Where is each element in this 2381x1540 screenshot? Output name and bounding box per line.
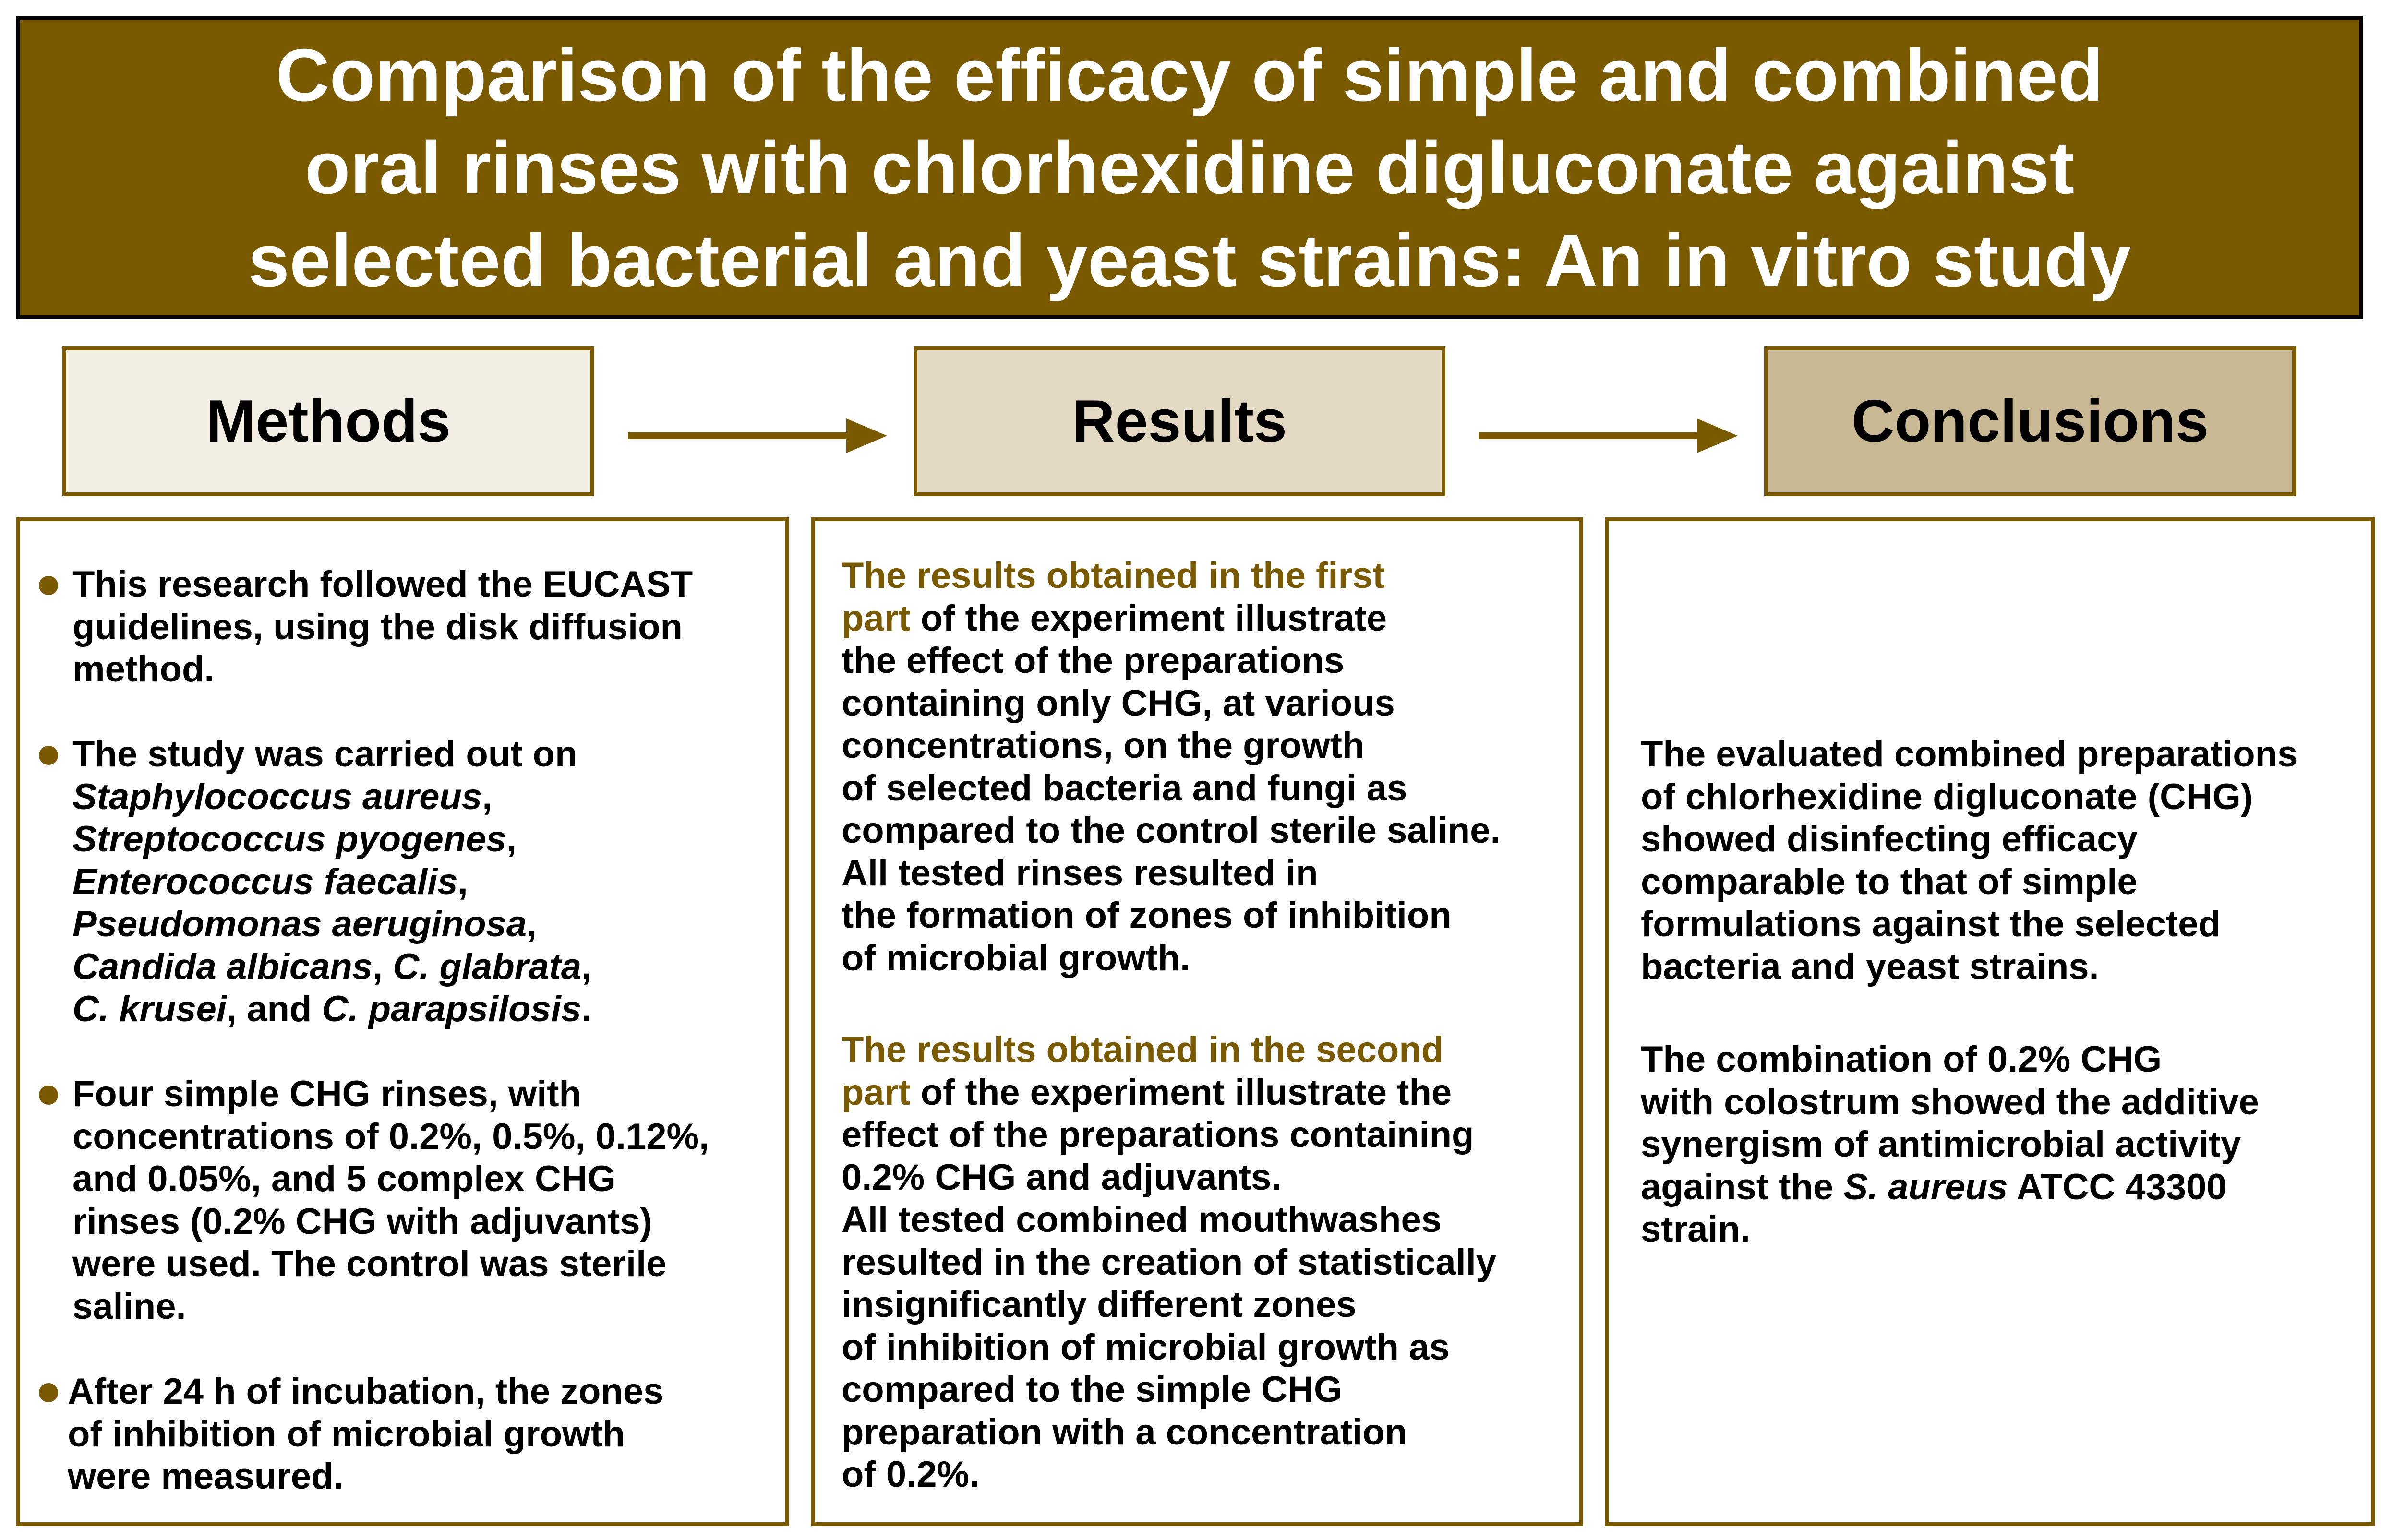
methods-item-3-line: rinses (0.2% CHG with adjuvants) xyxy=(72,1201,652,1242)
conclusions-paragraph-2 xyxy=(1641,1039,2259,1251)
results-line: concentrations, on the growth xyxy=(842,725,1365,766)
results-line: of microbial growth. xyxy=(842,937,1190,979)
results-panel xyxy=(811,517,1583,1526)
results-text: of the experiment illustrate the xyxy=(910,1072,1452,1113)
species-line: Streptococcus pyogenes, xyxy=(72,819,517,860)
methods-item-4-line: After 24 h of incubation, the zones xyxy=(68,1371,664,1412)
conclusions-line: comparable to that of simple xyxy=(1641,861,2138,902)
conclusions-line: bacteria and yeast strains. xyxy=(1641,946,2099,987)
species-line: Enterococcus faecalis, xyxy=(72,861,468,902)
results-text: of the experiment illustrate xyxy=(910,597,1387,639)
results-header-label: Results xyxy=(1072,388,1287,454)
bullet-icon xyxy=(39,1383,58,1402)
arrow-right-icon xyxy=(1479,412,1738,460)
results-highlight: part xyxy=(842,1072,911,1113)
conclusions-paragraph-1 xyxy=(1641,733,2297,988)
methods-panel xyxy=(16,517,789,1526)
results-line: of selected bacteria and fungi as xyxy=(842,767,1407,809)
species-name: C. krusei xyxy=(72,989,227,1029)
methods-item-2 xyxy=(72,733,591,1031)
results-line: of 0.2%. xyxy=(842,1454,980,1495)
results-line xyxy=(842,1072,1496,1114)
conclusions-line: against the S. aureus ATCC 43300 xyxy=(1641,1166,2227,1207)
species-line: Staphylococcus aureus, xyxy=(72,776,493,817)
title-line-3: selected bacterial and yeast strains: An in vitro study xyxy=(248,218,2131,302)
results-line: compared to the simple CHG xyxy=(842,1369,1343,1410)
species-name: Streptococcus pyogenes xyxy=(72,819,506,860)
conclusions-line: showed disinfecting efficacy xyxy=(1641,819,2138,860)
species-name: Enterococcus faecalis xyxy=(72,861,458,902)
species-line: Candida albicans, C. glabrata, xyxy=(72,946,592,987)
conclusions-line: of chlorhexidine digluconate (CHG) xyxy=(1641,776,2253,817)
conclusions-line: formulations against the selected xyxy=(1641,904,2221,944)
results-line xyxy=(842,597,1501,640)
results-highlight: part xyxy=(842,597,911,639)
bullet-icon xyxy=(39,576,58,595)
species-name: Candida albicans xyxy=(72,946,373,987)
methods-item-1-line: method. xyxy=(72,649,215,690)
species-name: Pseudomonas aeruginosa xyxy=(72,904,527,944)
results-line: 0.2% CHG and adjuvants. xyxy=(842,1157,1282,1198)
results-line: containing only CHG, at various xyxy=(842,682,1395,724)
conclusions-line: strain. xyxy=(1641,1209,1751,1250)
methods-item-3-line: concentrations of 0.2%, 0.5%, 0.12%, xyxy=(72,1116,709,1157)
title-line-2: oral rinses with chlorhexidine digluconate against xyxy=(304,126,2075,209)
results-line: preparation with a concentration xyxy=(842,1411,1407,1453)
methods-item-4-line: were measured. xyxy=(68,1456,344,1497)
conclusions-line: with colostrum showed the additive xyxy=(1641,1081,2259,1122)
methods-item-2-line: The study was carried out on xyxy=(72,734,577,775)
species-line: Pseudomonas aeruginosa, xyxy=(72,904,537,944)
species-name: S. aureus xyxy=(1843,1166,2008,1207)
methods-header-label: Methods xyxy=(206,388,451,454)
results-highlight: The results obtained in the second xyxy=(842,1029,1444,1070)
results-line: the formation of zones of inhibition xyxy=(842,895,1452,936)
results-highlight: The results obtained in the first xyxy=(842,555,1385,596)
methods-header xyxy=(62,346,594,496)
results-line: the effect of the preparations xyxy=(842,640,1345,681)
conclusions-line: The evaluated combined preparations xyxy=(1641,734,2298,775)
results-paragraph-1 xyxy=(842,555,1501,979)
conclusions-header-label: Conclusions xyxy=(1851,388,2209,454)
methods-item-3-line: and 0.05%, and 5 complex CHG xyxy=(72,1158,616,1199)
conclusions-panel xyxy=(1605,517,2375,1526)
conclusions-line: The combination of 0.2% CHG xyxy=(1641,1039,2162,1080)
methods-item-3-line: were used. The control was sterile xyxy=(72,1243,667,1284)
species-name: C. parapsilosis xyxy=(322,989,582,1029)
bullet-icon xyxy=(39,746,58,765)
results-line: compared to the control sterile saline. xyxy=(842,810,1501,851)
methods-item-1 xyxy=(72,563,693,691)
methods-item-3-line: Four simple CHG rinses, with xyxy=(72,1074,581,1114)
title-banner xyxy=(16,16,2363,319)
methods-item-1-line: This research followed the EUCAST xyxy=(72,564,693,605)
methods-item-4 xyxy=(68,1371,663,1498)
results-line: resulted in the creation of statistically xyxy=(842,1242,1497,1283)
species-name: C. glabrata xyxy=(393,946,582,987)
results-line: All tested combined mouthwashes xyxy=(842,1199,1442,1240)
bullet-icon xyxy=(39,1086,58,1105)
conclusions-header xyxy=(1764,346,2296,496)
results-header xyxy=(914,346,1445,496)
title-line-1: Comparison of the efficacy of simple and combined xyxy=(276,33,2104,117)
results-paragraph-2 xyxy=(842,1029,1496,1496)
results-line: effect of the preparations containing xyxy=(842,1114,1474,1155)
methods-item-3-line: saline. xyxy=(72,1286,186,1327)
results-line: of inhibition of microbial growth as xyxy=(842,1326,1450,1368)
conclusions-line: synergism of antimicrobial activity xyxy=(1641,1124,2241,1165)
results-line: All tested rinses resulted in xyxy=(842,852,1318,894)
methods-item-3 xyxy=(72,1073,709,1328)
methods-item-1-line: guidelines, using the disk diffusion xyxy=(72,606,683,647)
species-line: C. krusei, and C. parapsilosis. xyxy=(72,989,592,1029)
species-name: Staphylococcus aureus xyxy=(72,776,482,817)
methods-item-4-line: of inhibition of microbial growth xyxy=(68,1413,625,1455)
arrow-right-icon xyxy=(628,412,887,460)
results-line: insignificantly different zones xyxy=(842,1284,1357,1325)
